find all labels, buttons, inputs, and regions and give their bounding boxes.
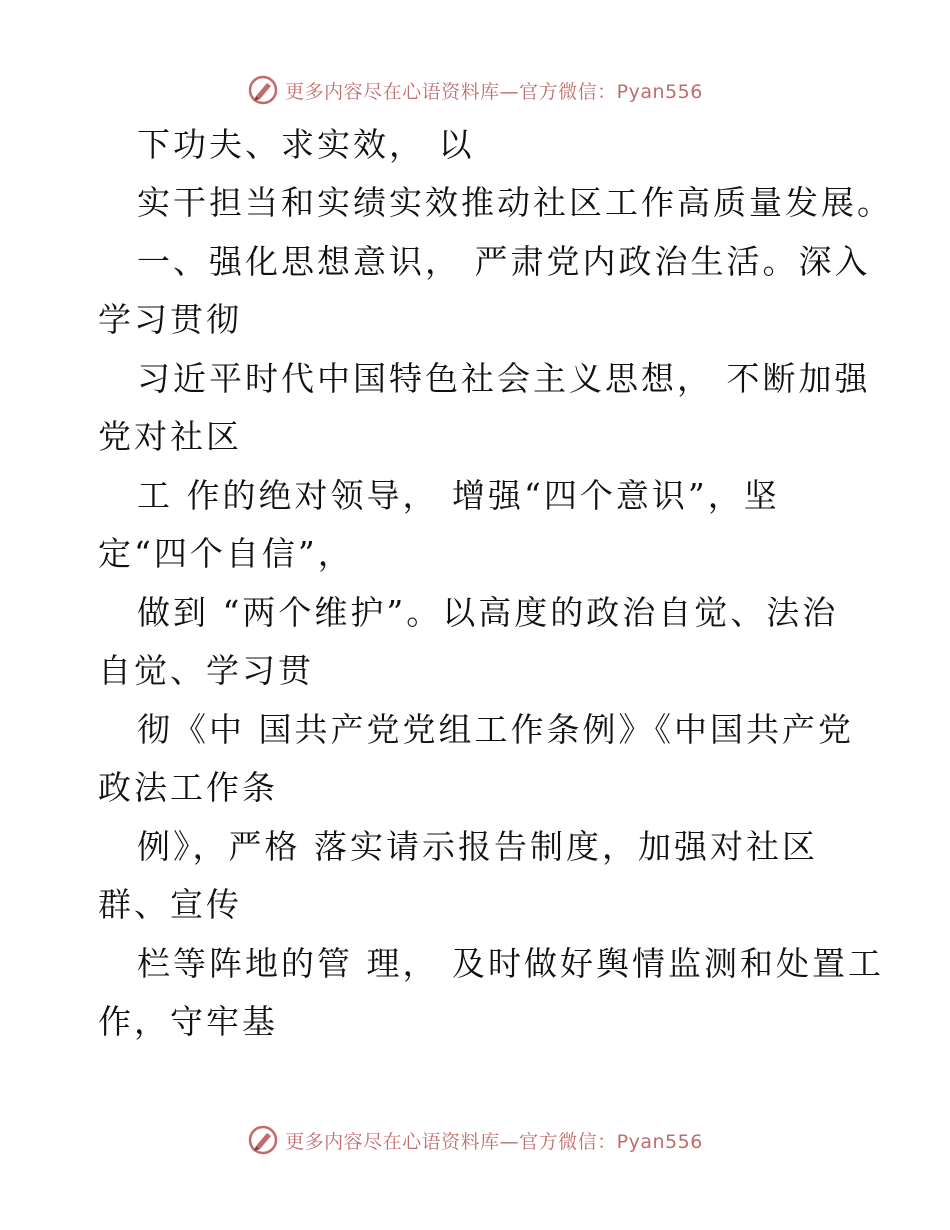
pen-seal-logo-icon xyxy=(247,74,279,106)
text-line: 习近平时代中国特色社会主义思想， 不断加强 xyxy=(137,359,871,398)
text-line: 政法工作条 xyxy=(98,768,278,807)
text-line: 做到 “两个维护”。以高度的政治自觉、法治 xyxy=(137,593,839,632)
text-line: 作，守牢基 xyxy=(98,1002,278,1041)
header-watermark xyxy=(0,70,950,110)
text-line: 自觉、学习贯 xyxy=(98,651,314,690)
watermark-text: 更多内容尽在心语资料库—官方微信：Pyan556 xyxy=(285,1130,703,1153)
text-line: 群、宣传 xyxy=(98,885,242,924)
text-line: 彻《中 国共产党党组工作条例》《中国共产党 xyxy=(137,710,854,749)
text-line: 学习贯彻 xyxy=(98,300,242,339)
text-line: 实干担当和实绩实效推动社区工作高质量发展。 xyxy=(137,183,893,222)
text-line: 例》，严格 落实请示报告制度，加强对社区 xyxy=(137,827,818,866)
text-line: 一、强化思想意识， 严肃党内政治生活。深入 xyxy=(137,242,871,281)
text-line: 栏等阵地的管 理， 及时做好舆情监测和处置工 xyxy=(137,944,884,983)
text-line: 下功夫、求实效， 以 xyxy=(137,125,475,164)
text-line: 定“四个自信”， xyxy=(98,534,354,573)
pen-seal-logo-icon xyxy=(247,1124,279,1156)
watermark-text: 更多内容尽在心语资料库—官方微信：Pyan556 xyxy=(285,80,703,103)
text-line: 工 作的绝对领导， 增强“四个意识”，坚 xyxy=(137,476,780,515)
footer-watermark xyxy=(0,1120,950,1160)
text-line: 党对社区 xyxy=(98,417,242,456)
